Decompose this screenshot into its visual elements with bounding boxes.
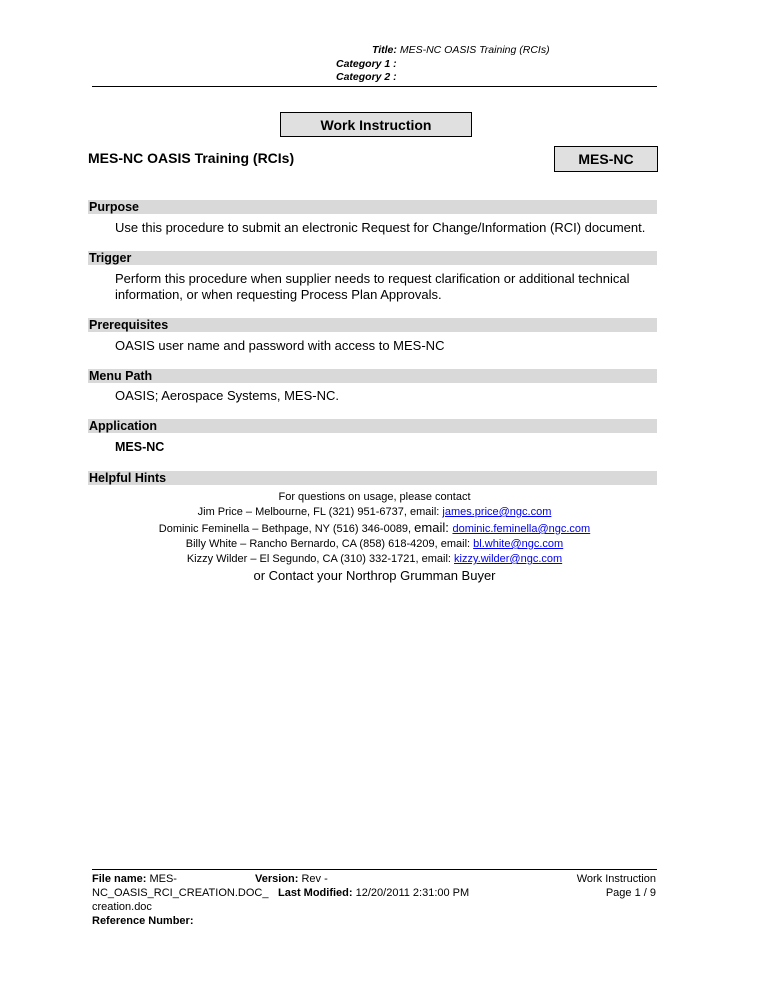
contact-email-link[interactable]: james.price@ngc.com <box>442 506 552 518</box>
contact-line <box>92 537 657 552</box>
footer-file-value-1: MES- <box>149 873 177 885</box>
footer-version-line <box>254 872 534 886</box>
section-heading-trigger: Trigger <box>88 251 657 265</box>
footer-page-info <box>577 872 656 900</box>
header-category-1: Category 1 : <box>336 57 397 70</box>
contact-line <box>92 520 657 537</box>
contact-line <box>92 552 657 567</box>
contact-text: Dominic Feminella – Bethpage, NY (516) 346-0089, <box>158 523 415 535</box>
header-title-value: MES-NC OASIS Training (RCIs) <box>399 44 550 56</box>
contact-email-link[interactable]: kizzy.wilder@ngc.com <box>454 553 563 565</box>
page-title: MES-NC OASIS Training (RCIs) <box>88 150 295 166</box>
section-heading-application: Application <box>88 419 657 433</box>
contact-email-label: email: <box>414 520 453 535</box>
header-divider <box>92 86 657 87</box>
footer-divider <box>92 869 657 870</box>
section-heading-purpose: Purpose <box>88 200 657 214</box>
footer-version-info <box>254 872 534 900</box>
section-text-application: MES-NC <box>115 440 165 454</box>
footer-file-label: File name: <box>92 873 147 885</box>
footer-version-value: Rev - <box>301 873 328 885</box>
header-title-row <box>336 44 550 58</box>
footer-doc-type: Work Instruction <box>576 873 656 885</box>
footer-file-value-2: NC_OASIS_RCI_CREATION.DOC_ <box>92 887 269 899</box>
contact-line <box>92 505 657 520</box>
footer-page-number: Page 1 / 9 <box>605 887 656 899</box>
hints-intro: For questions on usage, please contact <box>278 491 471 503</box>
section-text-menu-path: OASIS; Aerospace Systems, MES-NC. <box>115 388 339 403</box>
document-header <box>336 44 550 85</box>
doc-type-box: Work Instruction <box>280 112 472 137</box>
header-title-label: Title: <box>372 44 397 56</box>
section-text-purpose: Use this procedure to submit an electronic Request for Change/Information (RCI) document. <box>115 220 646 235</box>
footer-modified-label: Last Modified: <box>278 887 353 899</box>
contact-text: Billy White – Rancho Bernardo, CA (858) 618-4209, email: <box>185 538 474 550</box>
section-heading-helpful-hints: Helpful Hints <box>88 471 657 485</box>
contact-email-link[interactable]: dominic.feminella@ngc.com <box>452 523 591 535</box>
footer-modified-value: 12/20/2011 2:31:00 PM <box>355 887 470 899</box>
helpful-hints-block <box>92 490 657 583</box>
footer-modified-line <box>254 886 534 900</box>
contact-email-link[interactable]: bl.white@ngc.com <box>473 538 564 550</box>
section-text-trigger: Perform this procedure when supplier needs to request clarification or additional technical information, or when requesting Process Plan Approvals. <box>115 271 630 302</box>
section-text-prerequisites: OASIS user name and password with access to MES-NC <box>115 338 445 353</box>
section-heading-prerequisites: Prerequisites <box>88 318 657 332</box>
contact-text: Kizzy Wilder – El Segundo, CA (310) 332-1721, email: <box>186 553 455 565</box>
hints-closing: or Contact your Northrop Grumman Buyer <box>253 568 496 583</box>
footer-version-label: Version: <box>255 873 299 885</box>
header-category-2: Category 2 : <box>336 71 397 83</box>
application-badge: MES-NC <box>554 146 658 172</box>
section-heading-menu-path: Menu Path <box>88 369 657 383</box>
footer-reference-label: Reference Number: <box>92 915 194 927</box>
footer-file-value-3: creation.doc <box>92 901 152 913</box>
contact-text: Jim Price – Melbourne, FL (321) 951-6737, email: <box>197 506 443 518</box>
